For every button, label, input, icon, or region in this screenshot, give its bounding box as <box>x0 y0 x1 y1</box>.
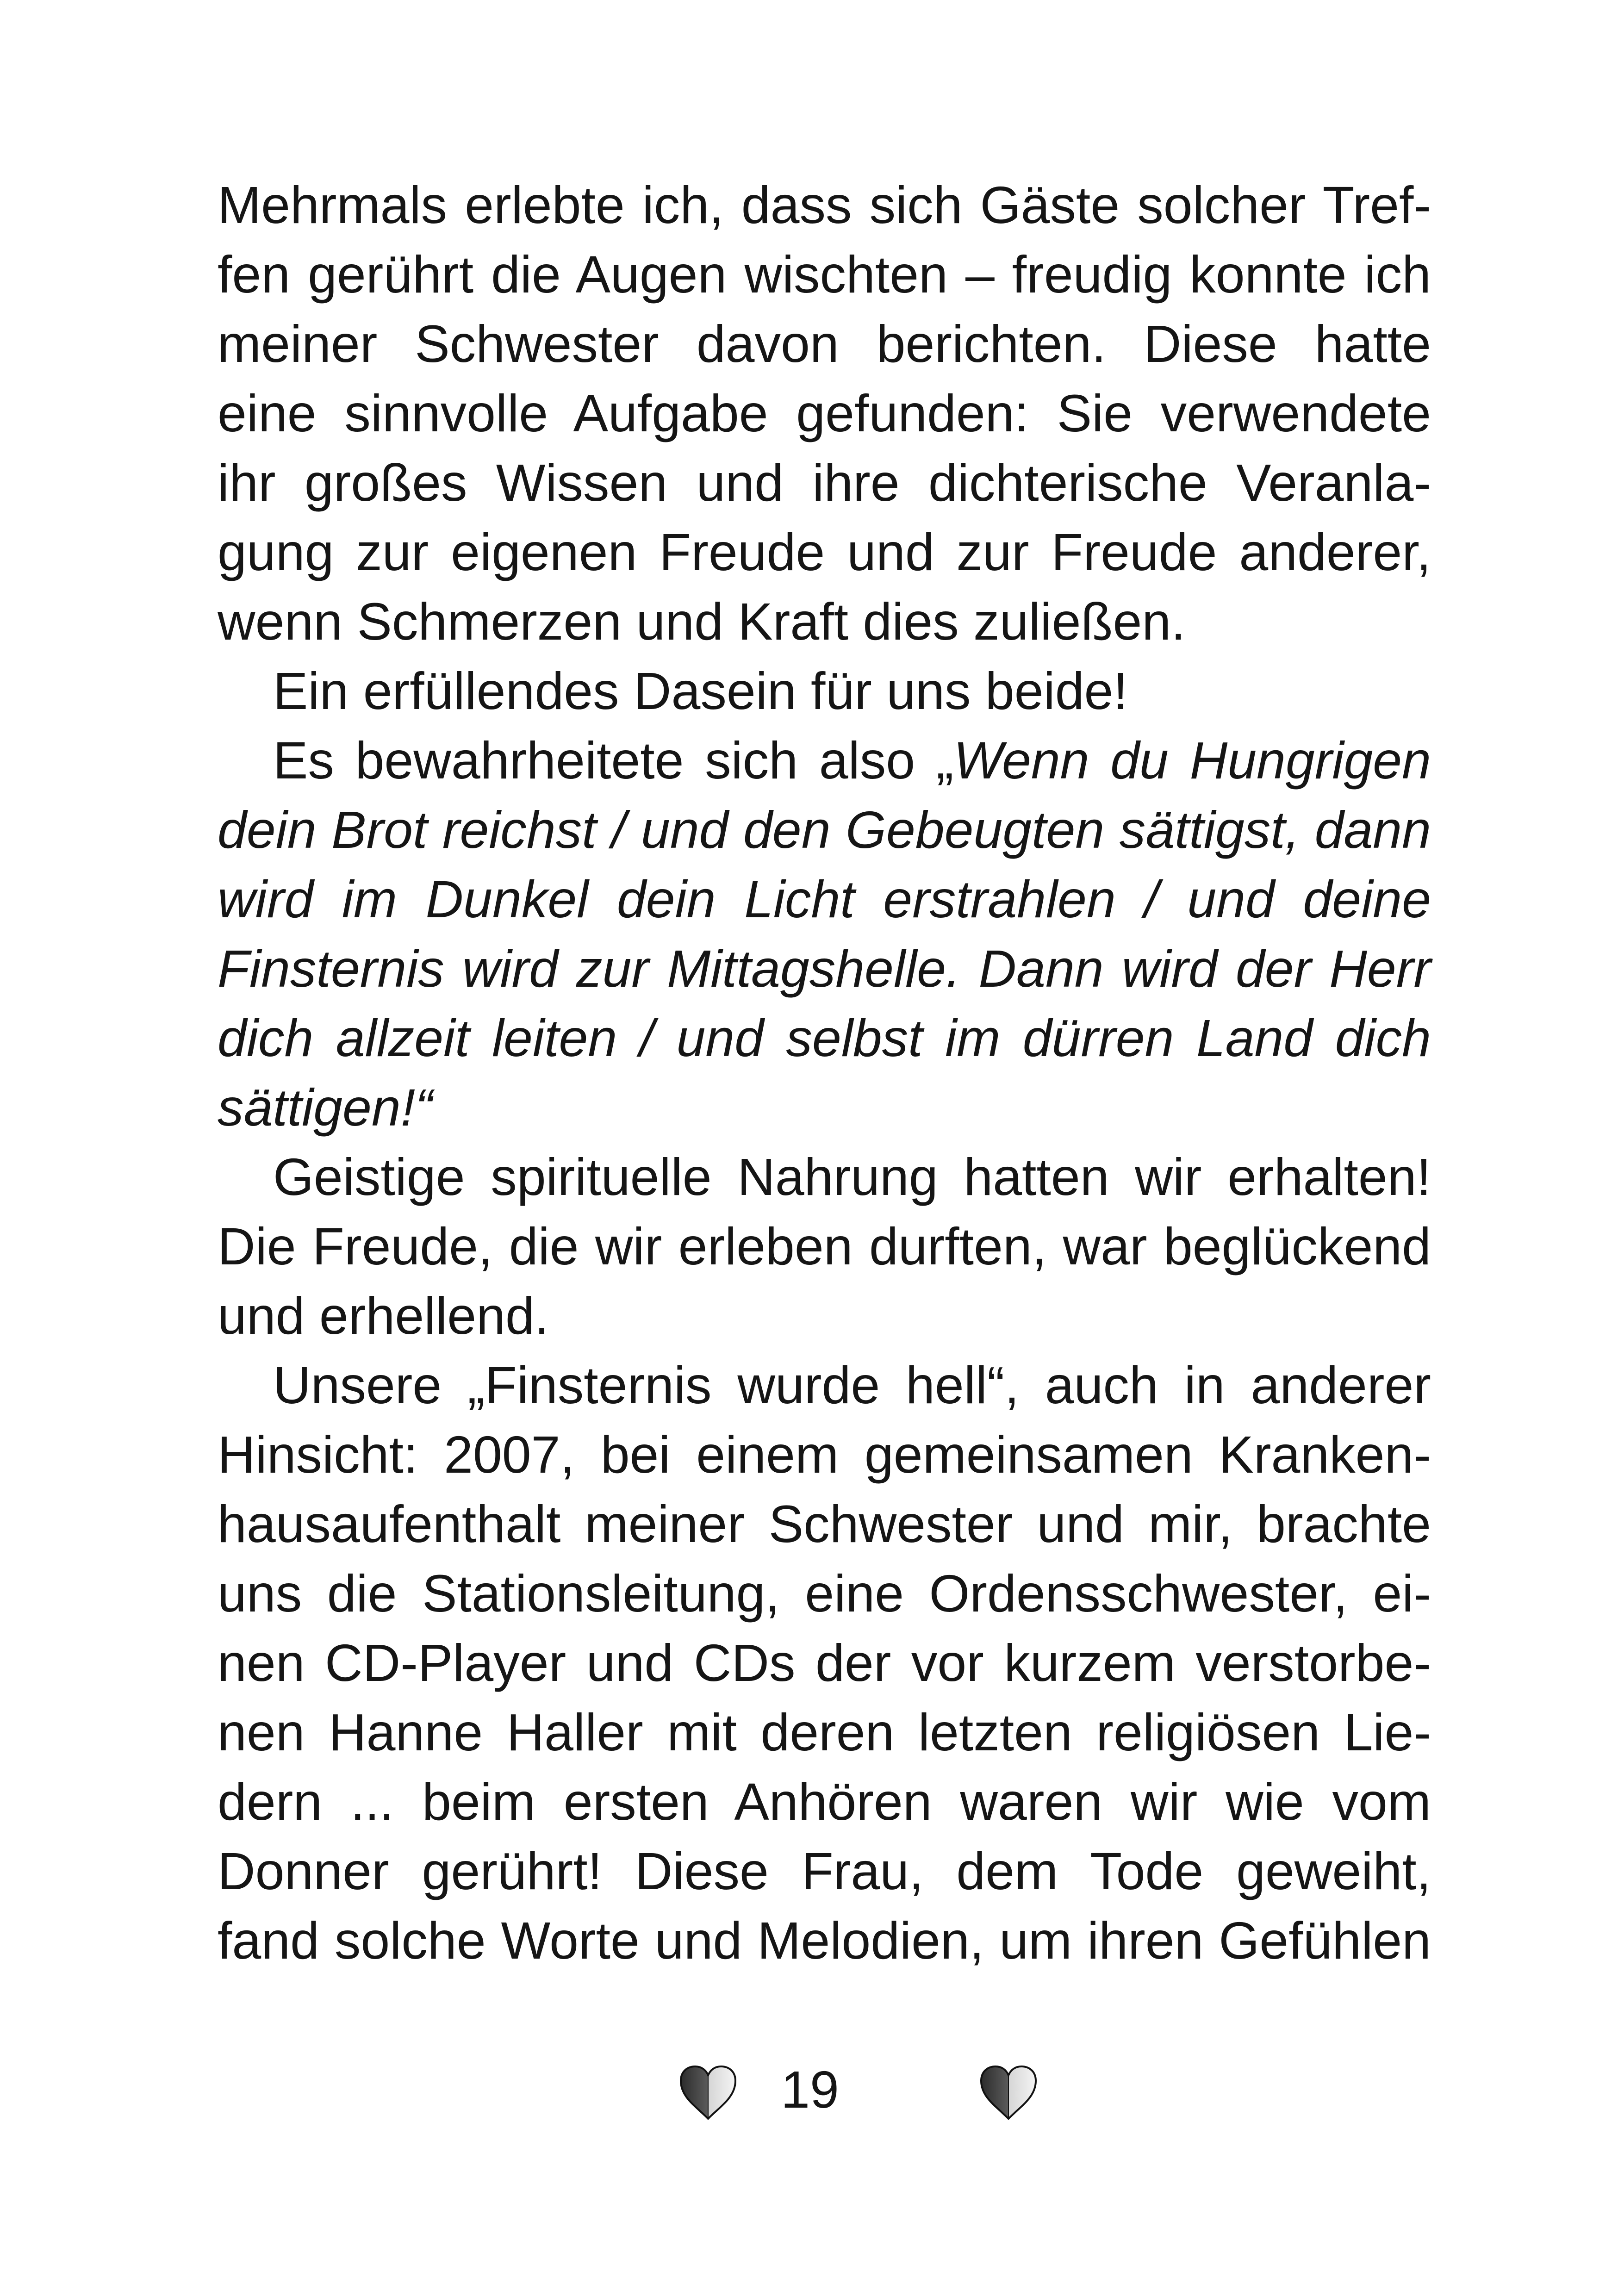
quote-text: sättigen!“ <box>218 1078 433 1137</box>
text-line <box>218 448 1431 517</box>
text-line <box>218 1420 1431 1489</box>
line-text: Geistige spirituelle Nahrung hatten wir erhalten! <box>273 1148 1431 1206</box>
text-line <box>218 587 1431 656</box>
text-line <box>218 865 1431 934</box>
quote-text: Finsternis wird zur Mittagshelle. Dann wird der Herr <box>218 940 1431 998</box>
line-text: Unsere „Finsternis wurde hell“, auch in anderer <box>273 1356 1431 1414</box>
text-line <box>218 379 1431 448</box>
page-footer <box>0 2055 1618 2129</box>
line-text: dern ... beim ersten Anhören waren wir wie vom <box>218 1773 1431 1831</box>
quote-text: Wenn du Hungrigen <box>953 731 1431 790</box>
text-line <box>218 1628 1431 1698</box>
quote-text: dich allzeit leiten / und selbst im dürren Land dich <box>218 1009 1431 1067</box>
line-text: gung zur eigenen Freude und zur Freude anderer, <box>218 523 1431 581</box>
text-line <box>218 1073 1431 1142</box>
text-line <box>218 240 1431 309</box>
body-text <box>218 170 1431 1975</box>
text-line <box>218 1767 1431 1836</box>
text-line <box>218 1559 1431 1628</box>
text-line <box>218 726 1431 795</box>
line-text: und erhellend. <box>218 1287 549 1345</box>
text-line <box>218 1836 1431 1906</box>
text-line <box>218 1489 1431 1559</box>
heart-icon <box>978 2064 1039 2121</box>
text-line <box>218 170 1431 240</box>
line-text: fand solche Worte und Melodien, um ihren Gefühlen <box>218 1911 1431 1970</box>
line-text: eine sinnvolle Aufgabe gefunden: Sie verwendete <box>218 384 1431 442</box>
text-line <box>218 1212 1431 1281</box>
text-line <box>218 309 1431 379</box>
line-text: nen Hanne Haller mit deren letzten religiösen Lie- <box>218 1703 1431 1761</box>
text-line <box>218 517 1431 587</box>
text-line <box>218 1698 1431 1767</box>
line-text: hausaufenthalt meiner Schwester und mir, brachte <box>218 1495 1431 1553</box>
text-line <box>218 1350 1431 1420</box>
text-line <box>218 1281 1431 1350</box>
line-text: Donner gerührt! Diese Frau, dem Tode geweiht, <box>218 1842 1431 1900</box>
line-text: Die Freude, die wir erleben durften, war beglückend <box>218 1217 1431 1276</box>
line-text: ihr großes Wissen und ihre dichterische Veranla- <box>218 454 1431 512</box>
text-line <box>218 1142 1431 1212</box>
line-text: meiner Schwester davon berichten. Diese hatte <box>218 315 1431 373</box>
text-line <box>218 1906 1431 1975</box>
text-line <box>218 934 1431 1003</box>
line-text: Hinsicht: 2007, bei einem gemeinsamen Kranken- <box>218 1425 1431 1484</box>
line-text: Es bewahrheitete sich also „ <box>273 731 954 790</box>
text-line <box>218 795 1431 865</box>
quote-text: dein Brot reichst / und den Gebeugten sättigst, dann <box>218 801 1431 859</box>
line-text: uns die Stationsleitung, eine Ordensschwester, ei- <box>218 1564 1431 1623</box>
line-text: wenn Schmerzen und Kraft dies zuließen. <box>218 592 1186 651</box>
page-number: 19 <box>781 2060 839 2119</box>
line-text: fen gerührt die Augen wischten – freudig konnte ich <box>218 245 1431 304</box>
heart-icon <box>678 2064 738 2121</box>
text-line <box>218 656 1431 726</box>
line-text: Mehrmals erlebte ich, dass sich Gäste solcher Tref- <box>218 176 1431 234</box>
line-text: nen CD-Player und CDs der vor kurzem verstorbe- <box>218 1634 1431 1692</box>
text-line <box>218 1003 1431 1073</box>
line-text: Ein erfüllendes Dasein für uns beide! <box>273 662 1128 720</box>
quote-text: wird im Dunkel dein Licht erstrahlen / und deine <box>218 870 1431 928</box>
